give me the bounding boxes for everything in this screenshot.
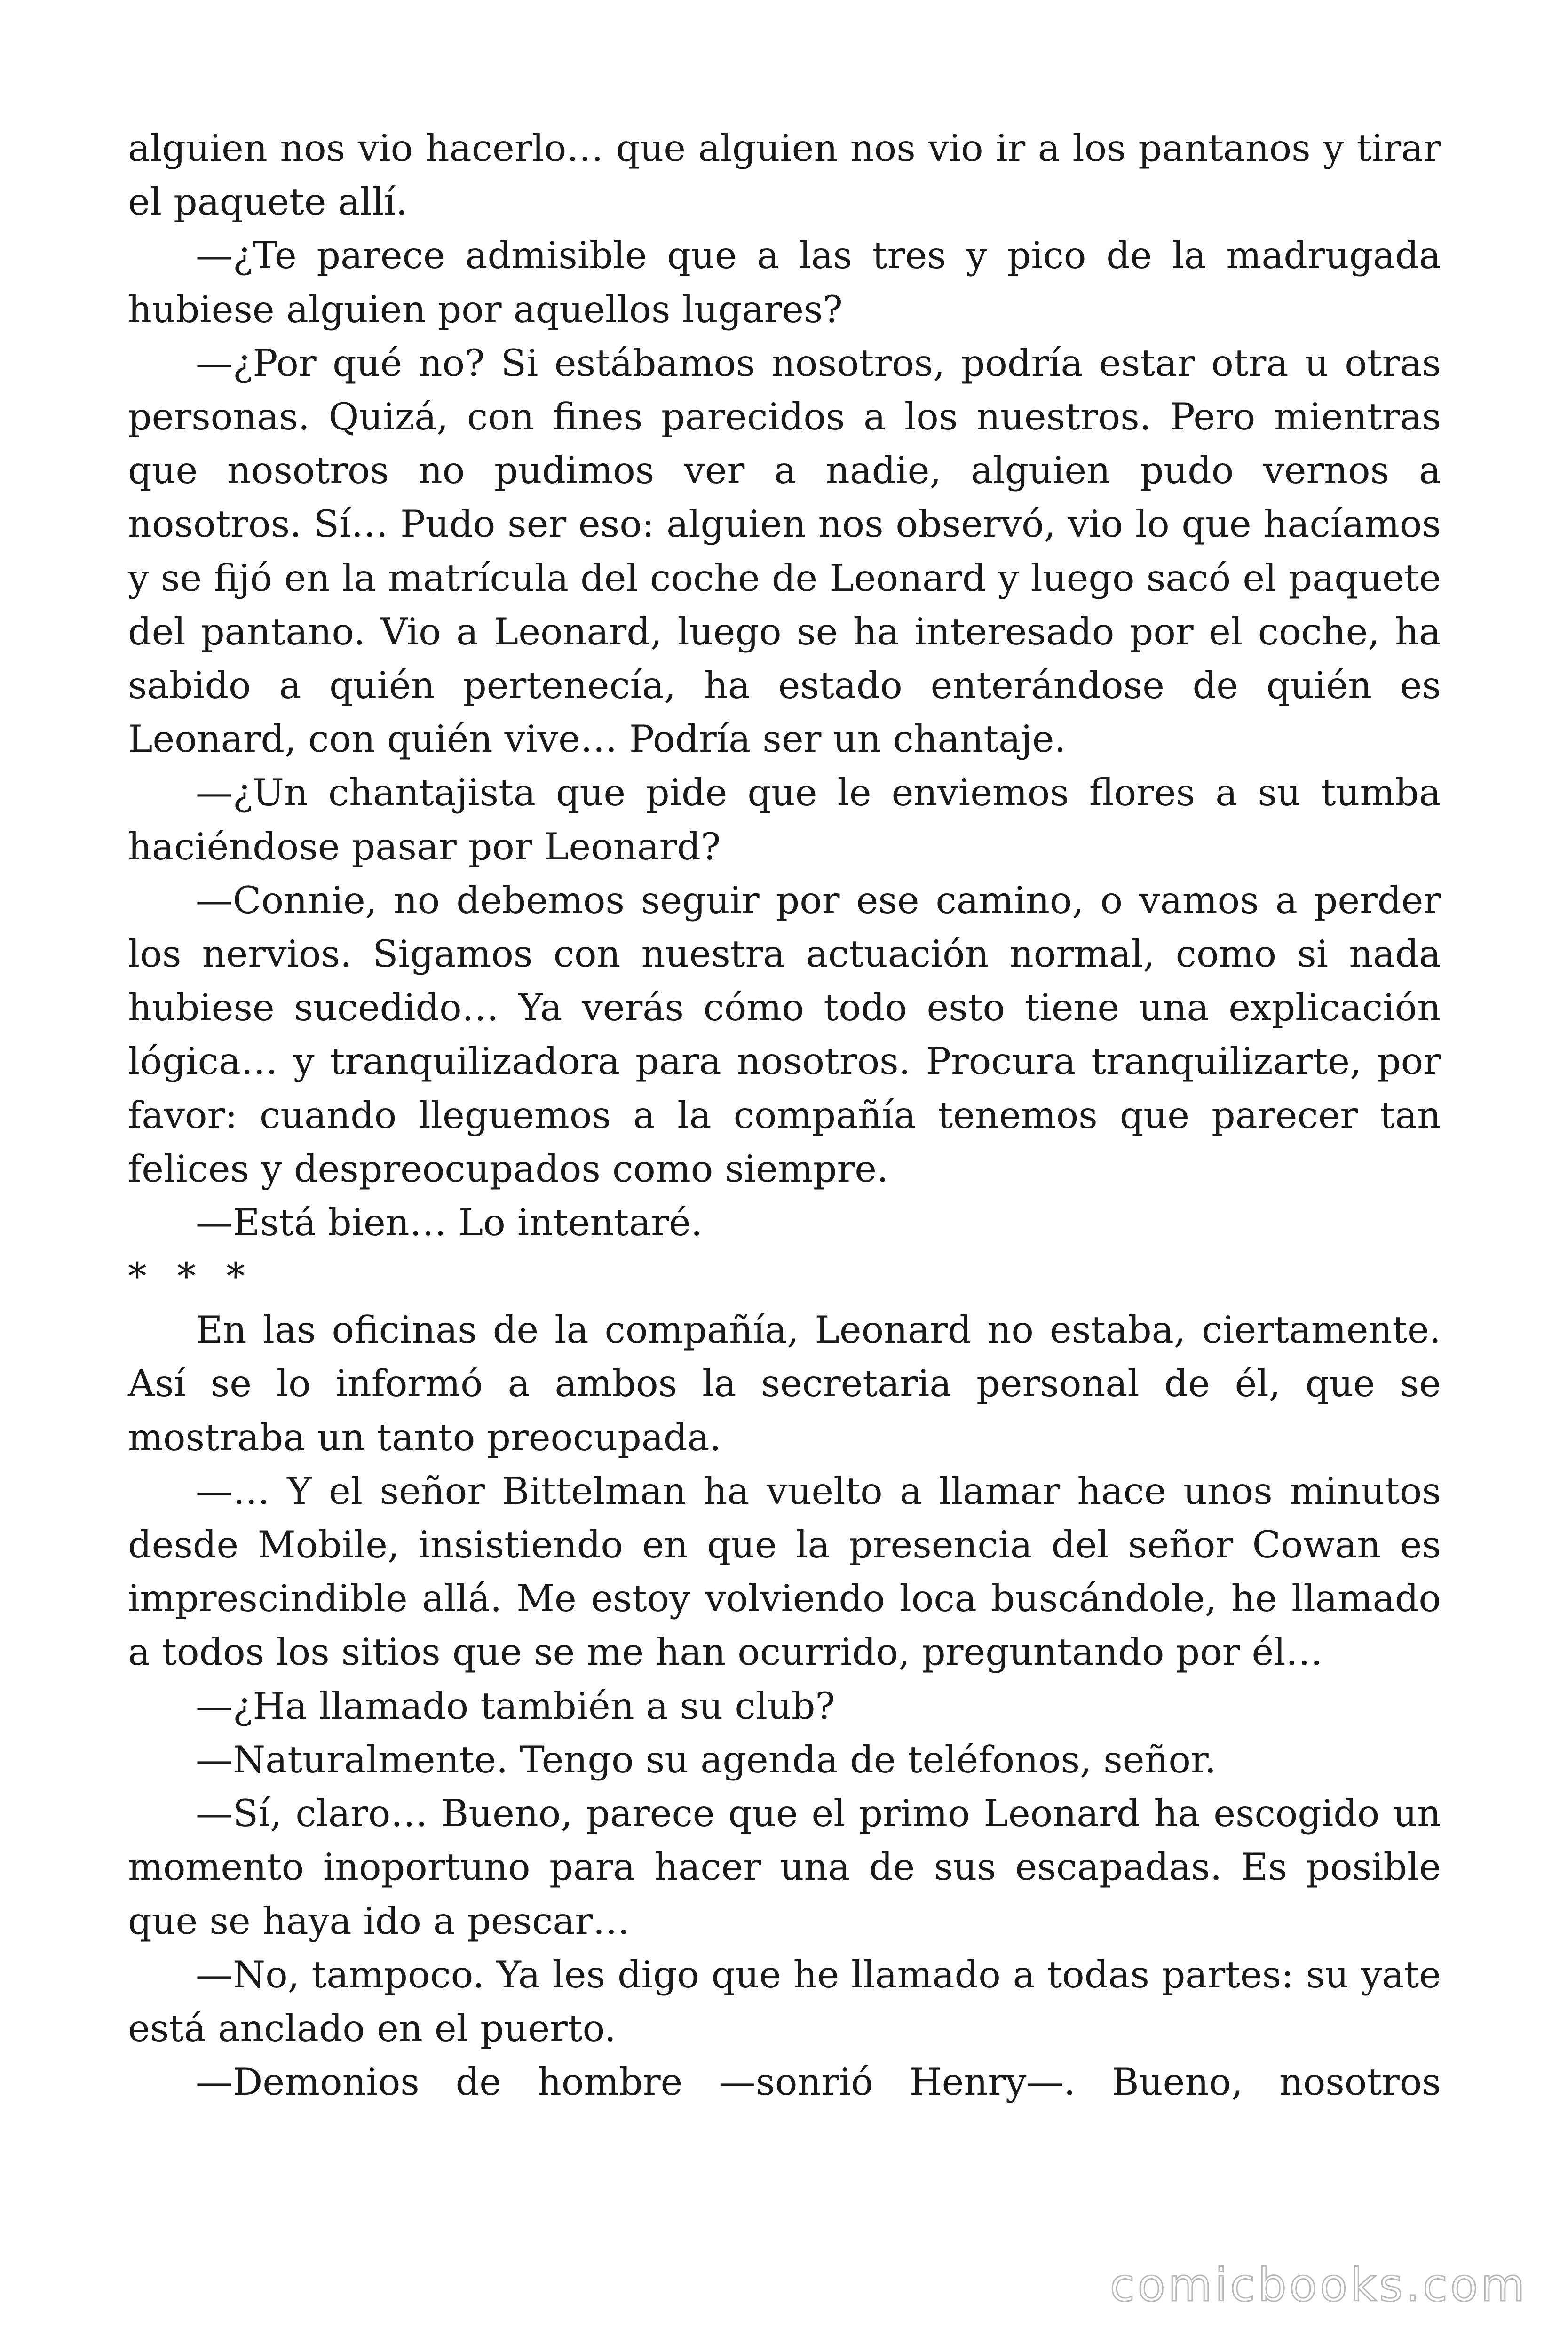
watermark-logo: comicbooks.com <box>1109 2259 1528 2312</box>
paragraph: —¿Por qué no? Si estábamos nosotros, podría estar otra u otras personas. Quizá, con fines parecidos a los nuestros. Pero mientras que nosotros no pudimos ver a nadie, alguien pudo vernos a nosotros. Sí… Pudo ser eso: alguien nos observó, vio lo que hacíamos y se fijó en la matrícula del coche de Leonard y luego sacó el paquete del pantano. Vio a Leonard, luego se ha interesado por el coche, ha sabido a quién pertenecía, ha estado enterándose de quién es Leonard, con quién vive… Podría ser un chantaje. <box>128 341 1441 761</box>
paragraph: —No, tampoco. Ya les digo que he llamado a todas partes: su yate está anclado en el puerto. <box>128 1953 1441 2050</box>
paragraph: —Sí, claro… Bueno, parece que el primo Leonard ha escogido un momento inoportuno para hacer una de sus escapadas. Es posible que se haya ido a pescar… <box>128 1792 1441 1943</box>
paragraph: —¿Ha llamado también a su club? <box>196 1684 835 1728</box>
paragraph: —Naturalmente. Tengo su agenda de teléfonos, señor. <box>196 1738 1217 1781</box>
paragraph: alguien nos vio hacerlo… que alguien nos vio ir a los pantanos y tirar el paquete allí. <box>128 127 1441 224</box>
paragraph: —… Y el señor Bittelman ha vuelto a llamar hace unos minutos desde Mobile, insistiendo en que la presencia del señor Cowan es imprescindible allá. Me estoy volviendo loca buscándole, he llamado a todos los sitios que se me han ocurrido, preguntando por él… <box>128 1469 1441 1674</box>
book-page <box>128 121 1441 2109</box>
paragraph: En las oficinas de la compañía, Leonard no estaba, ciertamente. Así se lo informó a ambos la secretaria personal de él, que se mostraba un tanto preocupada. <box>128 1308 1441 1459</box>
paragraph: —Está bien… Lo intentaré. <box>196 1201 703 1245</box>
paragraph: —¿Un chantajista que pide que le enviemos flores a su tumba haciéndose pasar por Leonard? <box>128 771 1441 868</box>
scene-separator: * * * <box>128 1255 254 1298</box>
paragraph: —Connie, no debemos seguir por ese camino, o vamos a perder los nervios. Sigamos con nuestra actuación normal, como si nada hubiese sucedido… Ya verás cómo todo esto tiene una explicación lógica… y tranquilizadora para nosotros. Procura tranquilizarte, por favor: cuando lleguemos a la compañía tenemos que parecer tan felices y despreocupados como siempre. <box>128 878 1441 1191</box>
paragraph: —¿Te parece admisible que a las tres y pico de la madrugada hubiese alguien por aquellos lugares? <box>128 234 1441 331</box>
paragraph: —Demonios de hombre —sonrió Henry—. Bueno, nosotros <box>196 2060 1441 2104</box>
